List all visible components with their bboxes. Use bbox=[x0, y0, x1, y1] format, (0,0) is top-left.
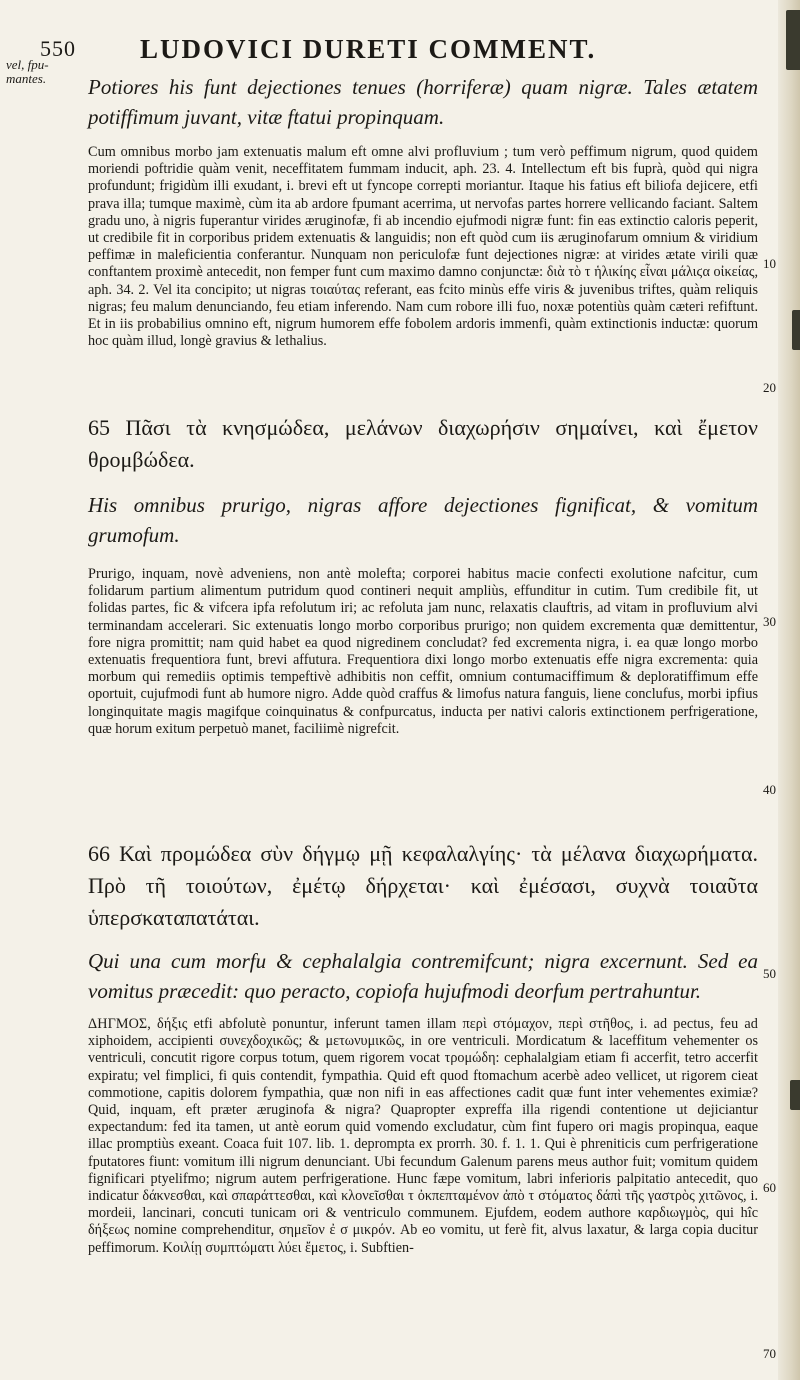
line-number: 10 bbox=[763, 256, 776, 271]
commentary-66: ΔΗΓΜΟΣ, δήξις etfi abfolutè ponuntur, inferunt tamen illam περὶ στόμαχον, περὶ στῆθος, i. ad pectus, feu ad xiphoidem, accipienti συνεχδοχικῶς; & μετωνυμικῶς, in ore ventriculi. Mordicatum & laceffitum vehementer os ventriculi, concutit rigore corpus totum, quem rigorem vocat τρομώδη: cephalalgiam etiam fi accerfit, tetro accerfit expiratu; vel fimplici, fi quis contendit, fympathia. Quid eft quod ftomachum acerbè adeo vellicet, ut rigorem cieat commotione, capitis dolorem fympathia, quæ non nifi in eas affectiones cadit quæ funt inter vehementes eximiæ? Quid, inquam, eft præter æruginofa & nigra? Quapropter expreffa illa rigendi contentione ut dejiciantur expectandum: fed ita tamen, ut antè eorum quid vomendo excludatur, cùm fint fupero ori magis propinqua, eaque illac promptiùs exeant. Coaca fuit 107. lib. 1. deprompta ex prorrh. 30. f. 1. 1. Qui è phreniticis cum perfrigeratione fputatores fiunt: vomitum illi nigrum denunciant. Ubi fecundum Galenum parens meus author fuit; vomitum quidem fignificari ptyelifmo; nigrum autem perfrigeratione. Hunc fæpe vomitum, labri inferioris palpitatio antecedit, quo indicatur δάκνεσθαι, καὶ σπαράττεσθαι, καὶ κλονεῖσθαι τ ὀκπεπταμένον ἀπὸ τ στόματος δάπὶ τῆς γαστρὸς χιτῶνος, i. mordeii, lancinari, concuti tunicam ori & ventriculo communem. Ejufdem, eodem authore καρδιωγμὸς, qui hîc δήξεως nomine comprehenditur, σημεῖον ἐ σ μικρόν. Ab eo vomitu, ut ferè fit, alvus laxatur, & larga copia ducitur peffimorum. Κοιλίῃ συμπτώματι λύει ἔμετος, i. Subftien- bbox=[88, 1016, 758, 1256]
aphorism-64-latin: Potiores his funt dejectiones tenues (horriferæ) quam nigræ. Tales ætatem potiffimum juvant, vitæ ftatui propinquam. bbox=[88, 75, 758, 129]
line-number: 40 bbox=[763, 782, 776, 797]
edge-mark bbox=[790, 1080, 800, 1110]
edge-mark bbox=[792, 310, 800, 350]
aphorism-66-greek: 66 Καὶ προμώδεα σὺν δήγμῳ μῇ κεφαλαλγίης· τὰ μέλανα διαχωρήματα. Πρὸ τῆ τοιούτων, ἐμέτῳ δήρχεται· καὶ ἐμέσασι, συχνὰ τοιαῦτα ὑπερσκαταπατάται. bbox=[88, 841, 758, 930]
line-number: 50 bbox=[763, 966, 776, 981]
aphorism-65-greek: 65 Πᾶσι τὰ κνησμώδεα, μελάνων διαχωρήσιν σημαίνει, καὶ ἔμετον θρομβώδεα. bbox=[88, 415, 758, 472]
edge-mark bbox=[786, 10, 800, 70]
commentary-65: Prurigo, inquam, novè adveniens, non antè molefta; corporei habitus macie confecti exolutione nafcitur, cum folidarum partium alimentum putridum quod contineri nequit ampliùs, effunditur in cutim. Tum credibile fit, ut folidas partes, fic & vifcera ipfa refolutum iri; ac refoluta jam nunc, relaxatis clauftris, ad vitam in profluvium alvi terminandam accelerari. Sic extenuatis longo morbo corporibus prurigo; non quidem excrementa quæ demittentur, fore nigra promittit; nam quid habet ea quod nigredinem concludat? fed excrementa nigra, i. ea quæ longo morbo extenuatis frequentiora funt, brevi affutura. Frequentiora dixi longo morbo extenuatis effe nigra excrementa: quia morbum qui remediis optimis tempeftivè adhibitis non ceffit, omnium contumaciffimum & deploratiffimum effe oportuit, cujufmodi funt ab humore nigro. Adde quòd craffus & limofus natura fanguis, liene conclufus, morbi ipfius longinquitate magis magifque coinquinatus & confpurcatus, inducta per nativi caloris extinctionem perfrigeratione, quæ horum exitum perpetuò manet, faciliimè nigrefcit. bbox=[88, 566, 758, 737]
page-number: 550 bbox=[40, 36, 76, 61]
commentary-64: Cum omnibus morbo jam extenuatis malum eft omne alvi profluvium ; tum verò peffimum nigrum, quod quidem moriendi poftridie quàm venit, neceffitatem fummam inducit, aph. 23. 4. Intellectum eft bis fuprà, quòd qui nigra profundunt; frigidùm illi exudant, i. brevi eft ut fyncope correpti moriantur. Itaque his fatius eft biliofa dejicere, etfi prava illa; tumque maximè, cùm ita ab ardore fpumant acerrima, ut nervofas partes horrere vellicando faciant. Saltem gradu uno, à nigris fuperantur virides æruginofæ, fi ab incendio ejufmodi nigræ funt: fin eas extinctio caloris peperit, ut credibile fit in corporibus pridem extenuatis & languidis; non eft quòd cum iis æruginofarum omnium & viridium peffimæ in maleficientia conferantur. Nunquam non periculofæ funt dejectiones nigræ: at virides ætate virili quæ conftantem proximè antecedit, non femper funt cum maximo damno conjunctæ: διὰ τὸ τ ἡλικίης εἶναι μάλιϛα οἰκείας, aph. 34. 2. Vel ita concipito; ut nigras τοιαύτας referant, eas fcito minùs effe viris & juvenibus triftes, quàm reliquis nigras; feu malum denunciando, feu etiam inferendo. Nam cum robore illi fuo, noxæ potentiùs quàm cæteri refiftunt. Et in iis probabilius omnino eft, nigrum humorem effe fobolem ardoris immenfi, quàm extinctionis inductæ: quorum hoc quàm illud, longè gravius & lethalius. bbox=[88, 144, 758, 350]
line-number: 20 bbox=[763, 380, 776, 395]
running-head: LUDOVICI DURETI COMMENT. bbox=[140, 34, 597, 64]
line-number: 30 bbox=[763, 614, 776, 629]
page-edge bbox=[778, 0, 800, 1380]
aphorism-66-latin: Qui una cum morfu & cephalalgia contremifcunt; nigra excernunt. Sed ea vomitus præcedit: quo peracto, copiofa hujufmodi deorfum pertrahuntur. bbox=[88, 949, 758, 1003]
line-number: 60 bbox=[763, 1180, 776, 1195]
page-header bbox=[40, 30, 760, 70]
line-number: 70 bbox=[763, 1346, 776, 1361]
aphorism-65-latin: His omnibus prurigo, nigras affore dejectiones fignificat, & vomitum grumofum. bbox=[88, 493, 758, 547]
margin-note: vel, fpu- mantes. bbox=[6, 57, 49, 86]
